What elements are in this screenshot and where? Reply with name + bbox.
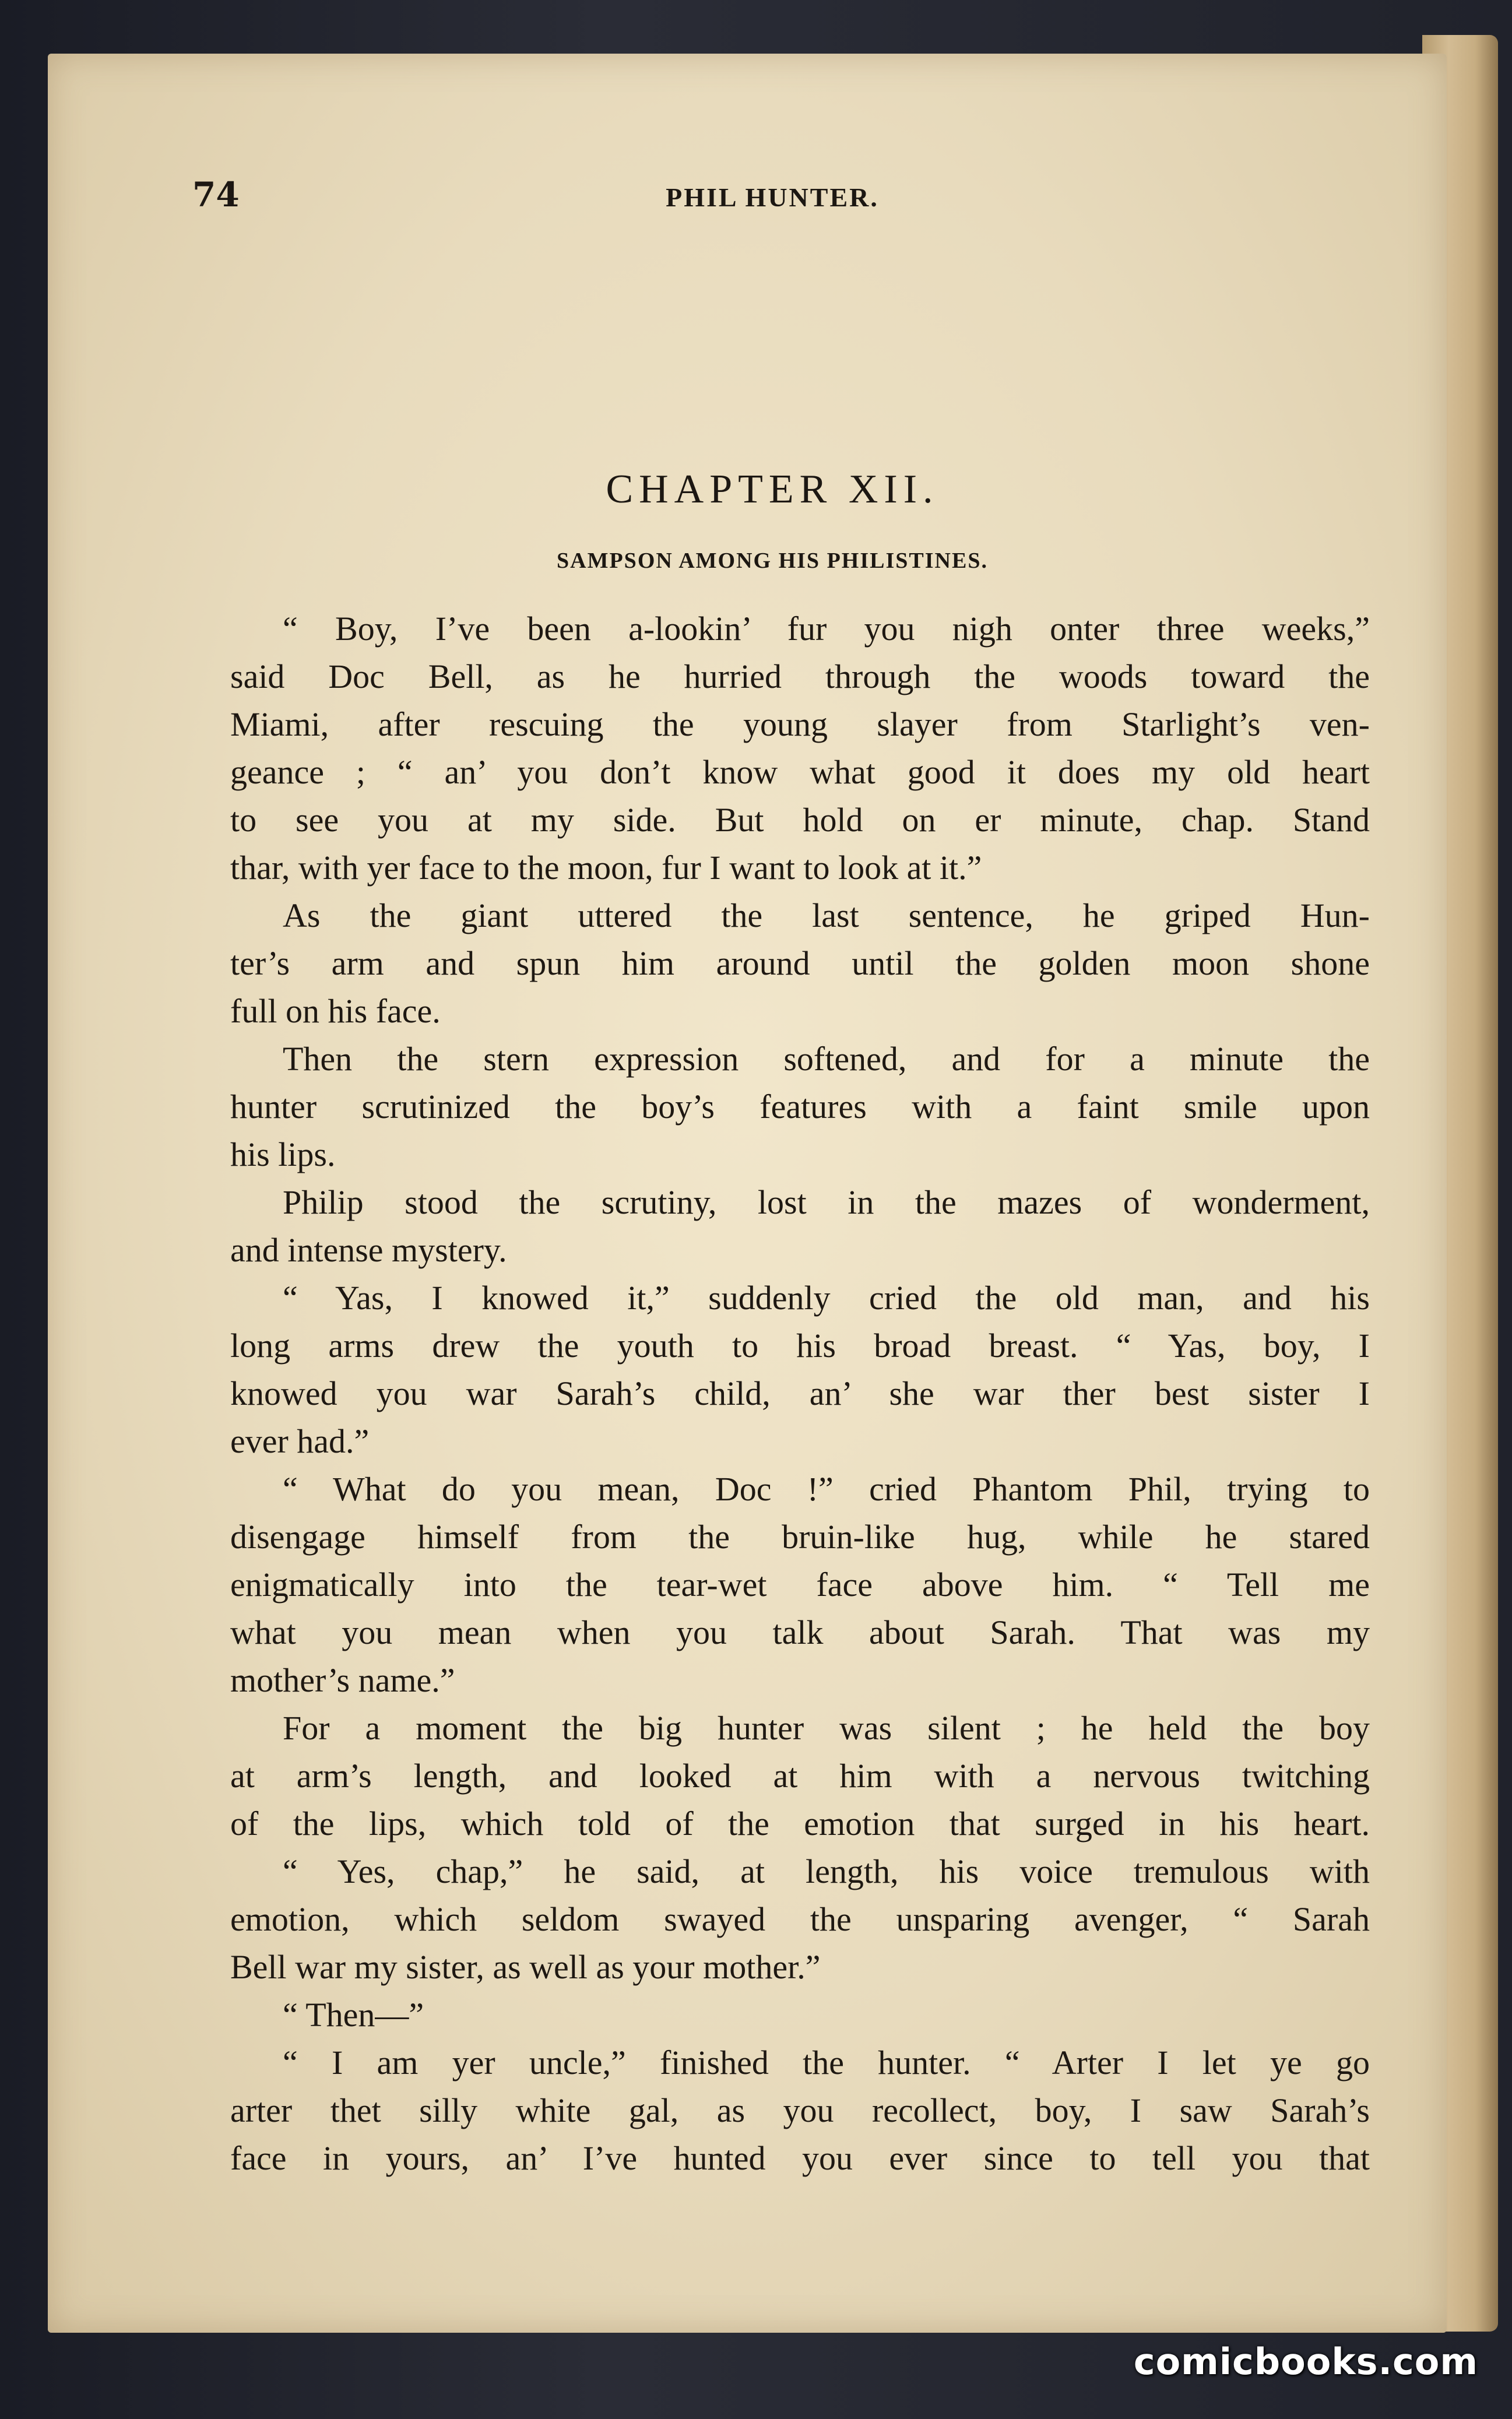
page-header [192, 175, 1352, 221]
chapter-title: CHAPTER XII. [606, 467, 939, 512]
text-line: and intense mystery. [230, 1231, 507, 1269]
text-line: disengage himself from the bruin-like hug, while he stared [230, 1518, 1370, 1556]
watermark: comicbooks.com [1133, 2340, 1478, 2383]
chapter-subtitle: SAMPSON AMONG HIS PHILISTINES. [557, 549, 988, 573]
text-line: of the lips, which told of the emotion that surged in his heart. [230, 1805, 1370, 1843]
text-line: face in yours, an’ I’ve hunted you ever since to tell you that [230, 2139, 1370, 2177]
text-line: knowed you war Sarah’s child, an’ she war ther best sister I [230, 1374, 1370, 1412]
text-line: to see you at my side. But hold on er minute, chap. Stand [230, 801, 1370, 839]
text-line: hunter scrutinized the boy’s features with a faint smile upon [230, 1088, 1370, 1126]
text-line: “ I am yer uncle,” finished the hunter. “ Arter I let ye go [283, 2044, 1370, 2082]
text-line: For a moment the big hunter was silent ; he held the boy [283, 1709, 1370, 1747]
text-line: geance ; “ an’ you don’t know what good it does my old heart [230, 753, 1370, 791]
text-line: emotion, which seldom swayed the unsparing avenger, “ Sarah [230, 1900, 1370, 1938]
text-line: his lips. [230, 1135, 336, 1173]
text-line: mother’s name.” [230, 1661, 455, 1699]
text-line: “ Yas, I knowed it,” suddenly cried the old man, and his [283, 1279, 1370, 1317]
text-line: “ Boy, I’ve been a-lookin’ fur you nigh onter three weeks,” [283, 610, 1370, 648]
text-line: arter thet silly white gal, as you recollect, boy, I saw Sarah’s [230, 2091, 1370, 2129]
running-head: PHIL HUNTER. [666, 182, 879, 212]
body-text [230, 605, 1370, 2182]
page-number: 74 [192, 175, 240, 215]
text-line: Then the stern expression softened, and for a minute the [283, 1040, 1370, 1078]
text-line: full on his face. [230, 992, 441, 1030]
text-line: what you mean when you talk about Sarah. That was my [230, 1613, 1370, 1651]
text-line: said Doc Bell, as he hurried through the woods toward the [230, 658, 1370, 695]
text-line: thar, with yer face to the moon, fur I want to look at it.” [230, 849, 982, 887]
text-line: As the giant uttered the last sentence, he griped Hun- [283, 896, 1370, 934]
text-line: “ Yes, chap,” he said, at length, his voice tremulous with [283, 1852, 1370, 1890]
text-line: long arms drew the youth to his broad breast. “ Yas, boy, I [230, 1327, 1370, 1365]
text-line: “ What do you mean, Doc !” cried Phantom Phil, trying to [283, 1470, 1370, 1508]
text-line: ter’s arm and spun him around until the golden moon shone [230, 944, 1370, 982]
text-line: Miami, after rescuing the young slayer from Starlight’s ven- [230, 705, 1370, 743]
text-line: enigmatically into the tear-wet face above him. “ Tell me [230, 1566, 1370, 1604]
text-line: “ Then—” [283, 1996, 424, 2034]
text-line: at arm’s length, and looked at him with a nervous twitching [230, 1757, 1370, 1795]
text-line: Philip stood the scrutiny, lost in the mazes of wonderment, [283, 1183, 1370, 1221]
text-line: Bell war my sister, as well as your mother.” [230, 1948, 821, 1986]
text-line: ever had.” [230, 1422, 370, 1460]
